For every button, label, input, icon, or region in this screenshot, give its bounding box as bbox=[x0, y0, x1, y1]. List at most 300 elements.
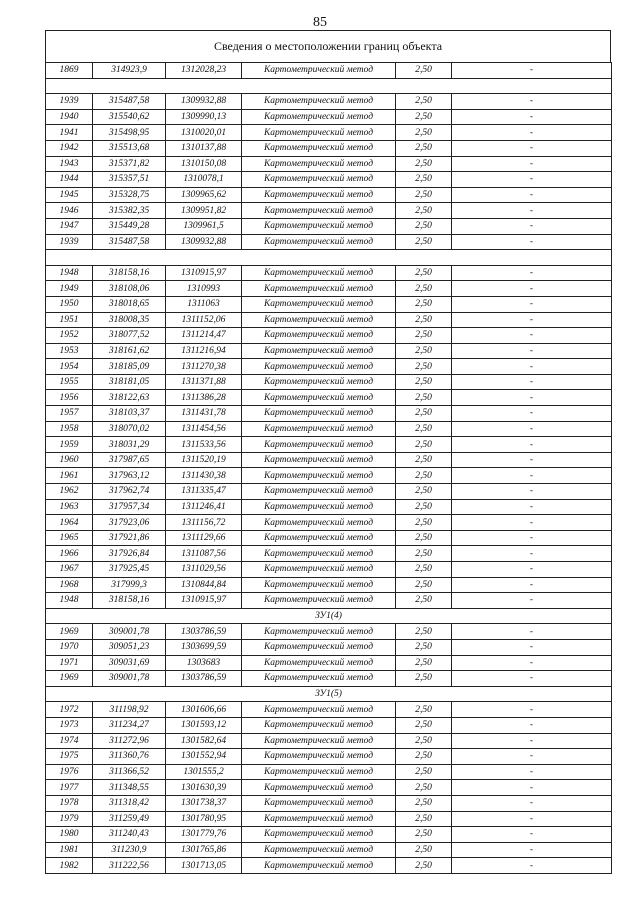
point-number-cell: 1974 bbox=[46, 733, 93, 749]
table-row bbox=[46, 639, 612, 655]
accuracy-cell: 2,50 bbox=[396, 203, 452, 219]
description-cell: - bbox=[452, 109, 612, 125]
method-cell: Картометрический метод bbox=[242, 717, 396, 733]
table-row bbox=[46, 546, 612, 562]
accuracy-cell: 2,50 bbox=[396, 858, 452, 874]
description-cell: - bbox=[452, 234, 612, 250]
y-coordinate-cell: 1301713,05 bbox=[166, 858, 242, 874]
x-coordinate-cell: 311348,55 bbox=[93, 780, 166, 796]
table-body bbox=[46, 63, 612, 874]
point-number-cell: 1944 bbox=[46, 172, 93, 188]
x-coordinate-cell: 311234,27 bbox=[93, 717, 166, 733]
method-cell: Картометрический метод bbox=[242, 63, 396, 79]
description-cell: - bbox=[452, 827, 612, 843]
description-cell: - bbox=[452, 733, 612, 749]
x-coordinate-cell: 317999,3 bbox=[93, 577, 166, 593]
x-coordinate-cell: 317921,86 bbox=[93, 530, 166, 546]
table-row bbox=[46, 717, 612, 733]
point-number-cell: 1977 bbox=[46, 780, 93, 796]
method-cell: Картометрический метод bbox=[242, 468, 396, 484]
y-coordinate-cell: 1311533,56 bbox=[166, 437, 242, 453]
point-number-cell: 1956 bbox=[46, 390, 93, 406]
accuracy-cell: 2,50 bbox=[396, 811, 452, 827]
table-row bbox=[46, 842, 612, 858]
x-coordinate-cell: 315513,68 bbox=[93, 140, 166, 156]
method-cell: Картометрический метод bbox=[242, 140, 396, 156]
accuracy-cell: 2,50 bbox=[396, 374, 452, 390]
y-coordinate-cell: 1301555,2 bbox=[166, 764, 242, 780]
description-cell: - bbox=[452, 390, 612, 406]
description-cell: - bbox=[452, 780, 612, 796]
method-cell: Картометрический метод bbox=[242, 530, 396, 546]
x-coordinate-cell: 318108,06 bbox=[93, 281, 166, 297]
accuracy-cell: 2,50 bbox=[396, 218, 452, 234]
y-coordinate-cell: 1303786,59 bbox=[166, 671, 242, 687]
table-row bbox=[46, 140, 612, 156]
description-cell: - bbox=[452, 63, 612, 79]
point-number-cell: 1964 bbox=[46, 515, 93, 531]
method-cell: Картометрический метод bbox=[242, 374, 396, 390]
table-row bbox=[46, 671, 612, 687]
accuracy-cell: 2,50 bbox=[396, 343, 452, 359]
method-cell: Картометрический метод bbox=[242, 359, 396, 375]
method-cell: Картометрический метод bbox=[242, 515, 396, 531]
x-coordinate-cell: 318031,29 bbox=[93, 437, 166, 453]
table-row bbox=[46, 858, 612, 874]
point-number-cell: 1869 bbox=[46, 63, 93, 79]
point-number-cell: 1968 bbox=[46, 577, 93, 593]
description-cell: - bbox=[452, 546, 612, 562]
x-coordinate-cell: 311272,96 bbox=[93, 733, 166, 749]
y-coordinate-cell: 1311454,56 bbox=[166, 421, 242, 437]
x-coordinate-cell: 318008,35 bbox=[93, 312, 166, 328]
section-label: ЗУ1(5) bbox=[46, 686, 612, 702]
method-cell: Картометрический метод bbox=[242, 733, 396, 749]
accuracy-cell: 2,50 bbox=[396, 406, 452, 422]
method-cell: Картометрический метод bbox=[242, 593, 396, 609]
x-coordinate-cell: 318103,37 bbox=[93, 406, 166, 422]
accuracy-cell: 2,50 bbox=[396, 296, 452, 312]
method-cell: Картометрический метод bbox=[242, 281, 396, 297]
y-coordinate-cell: 1310915,97 bbox=[166, 265, 242, 281]
table-row bbox=[46, 203, 612, 219]
y-coordinate-cell: 1310020,01 bbox=[166, 125, 242, 141]
y-coordinate-cell: 1311430,38 bbox=[166, 468, 242, 484]
x-coordinate-cell: 318122,63 bbox=[93, 390, 166, 406]
point-number-cell: 1981 bbox=[46, 842, 93, 858]
accuracy-cell: 2,50 bbox=[396, 452, 452, 468]
point-number-cell: 1960 bbox=[46, 452, 93, 468]
y-coordinate-cell: 1301738,37 bbox=[166, 795, 242, 811]
y-coordinate-cell: 1311063 bbox=[166, 296, 242, 312]
x-coordinate-cell: 311222,56 bbox=[93, 858, 166, 874]
point-number-cell: 1950 bbox=[46, 296, 93, 312]
x-coordinate-cell: 318158,16 bbox=[93, 265, 166, 281]
table-row bbox=[46, 655, 612, 671]
method-cell: Картометрический метод bbox=[242, 827, 396, 843]
x-coordinate-cell: 311240,43 bbox=[93, 827, 166, 843]
description-cell: - bbox=[452, 577, 612, 593]
accuracy-cell: 2,50 bbox=[396, 577, 452, 593]
table-row bbox=[46, 702, 612, 718]
accuracy-cell: 2,50 bbox=[396, 780, 452, 796]
y-coordinate-cell: 1301780,95 bbox=[166, 811, 242, 827]
description-cell: - bbox=[452, 639, 612, 655]
y-coordinate-cell: 1310993 bbox=[166, 281, 242, 297]
description-cell: - bbox=[452, 593, 612, 609]
point-number-cell: 1971 bbox=[46, 655, 93, 671]
description-cell: - bbox=[452, 187, 612, 203]
table-row bbox=[46, 172, 612, 188]
section-header-row bbox=[46, 608, 612, 624]
x-coordinate-cell: 311360,76 bbox=[93, 749, 166, 765]
x-coordinate-cell: 311259,49 bbox=[93, 811, 166, 827]
table-row bbox=[46, 218, 612, 234]
method-cell: Картометрический метод bbox=[242, 842, 396, 858]
description-cell: - bbox=[452, 749, 612, 765]
y-coordinate-cell: 1311431,78 bbox=[166, 406, 242, 422]
y-coordinate-cell: 1311335,47 bbox=[166, 484, 242, 500]
accuracy-cell: 2,50 bbox=[396, 795, 452, 811]
method-cell: Картометрический метод bbox=[242, 811, 396, 827]
point-number-cell: 1973 bbox=[46, 717, 93, 733]
method-cell: Картометрический метод bbox=[242, 562, 396, 578]
x-coordinate-cell: 318158,16 bbox=[93, 593, 166, 609]
table-row bbox=[46, 484, 612, 500]
method-cell: Картометрический метод bbox=[242, 795, 396, 811]
method-cell: Картометрический метод bbox=[242, 390, 396, 406]
x-coordinate-cell: 309001,78 bbox=[93, 671, 166, 687]
description-cell: - bbox=[452, 156, 612, 172]
accuracy-cell: 2,50 bbox=[396, 546, 452, 562]
point-number-cell: 1970 bbox=[46, 639, 93, 655]
accuracy-cell: 2,50 bbox=[396, 94, 452, 110]
method-cell: Картометрический метод bbox=[242, 203, 396, 219]
boundary-coordinates-table bbox=[45, 62, 612, 874]
boundary-table-sheet bbox=[45, 30, 611, 874]
page-number: 85 bbox=[313, 15, 327, 30]
table-row bbox=[46, 593, 612, 609]
method-cell: Картометрический метод bbox=[242, 265, 396, 281]
description-cell: - bbox=[452, 140, 612, 156]
separator-row bbox=[46, 78, 612, 94]
accuracy-cell: 2,50 bbox=[396, 827, 452, 843]
table-row bbox=[46, 109, 612, 125]
description-cell: - bbox=[452, 530, 612, 546]
separator-cell bbox=[46, 78, 612, 94]
x-coordinate-cell: 315328,75 bbox=[93, 187, 166, 203]
accuracy-cell: 2,50 bbox=[396, 437, 452, 453]
method-cell: Картометрический метод bbox=[242, 421, 396, 437]
method-cell: Картометрический метод bbox=[242, 499, 396, 515]
method-cell: Картометрический метод bbox=[242, 187, 396, 203]
description-cell: - bbox=[452, 499, 612, 515]
description-cell: - bbox=[452, 421, 612, 437]
description-cell: - bbox=[452, 296, 612, 312]
description-cell: - bbox=[452, 717, 612, 733]
point-number-cell: 1969 bbox=[46, 671, 93, 687]
x-coordinate-cell: 315498,95 bbox=[93, 125, 166, 141]
x-coordinate-cell: 318161,62 bbox=[93, 343, 166, 359]
method-cell: Картометрический метод bbox=[242, 452, 396, 468]
point-number-cell: 1965 bbox=[46, 530, 93, 546]
y-coordinate-cell: 1301593,12 bbox=[166, 717, 242, 733]
accuracy-cell: 2,50 bbox=[396, 234, 452, 250]
x-coordinate-cell: 311318,42 bbox=[93, 795, 166, 811]
description-cell: - bbox=[452, 795, 612, 811]
x-coordinate-cell: 315540,62 bbox=[93, 109, 166, 125]
y-coordinate-cell: 1311270,38 bbox=[166, 359, 242, 375]
accuracy-cell: 2,50 bbox=[396, 390, 452, 406]
method-cell: Картометрический метод bbox=[242, 312, 396, 328]
description-cell: - bbox=[452, 702, 612, 718]
method-cell: Картометрический метод bbox=[242, 328, 396, 344]
x-coordinate-cell: 318185,09 bbox=[93, 359, 166, 375]
y-coordinate-cell: 1301779,76 bbox=[166, 827, 242, 843]
table-row bbox=[46, 452, 612, 468]
accuracy-cell: 2,50 bbox=[396, 733, 452, 749]
x-coordinate-cell: 314923,9 bbox=[93, 63, 166, 79]
method-cell: Картометрический метод bbox=[242, 406, 396, 422]
accuracy-cell: 2,50 bbox=[396, 530, 452, 546]
point-number-cell: 1939 bbox=[46, 234, 93, 250]
x-coordinate-cell: 315357,51 bbox=[93, 172, 166, 188]
x-coordinate-cell: 311198,92 bbox=[93, 702, 166, 718]
y-coordinate-cell: 1310137,88 bbox=[166, 140, 242, 156]
accuracy-cell: 2,50 bbox=[396, 702, 452, 718]
x-coordinate-cell: 311230,9 bbox=[93, 842, 166, 858]
accuracy-cell: 2,50 bbox=[396, 63, 452, 79]
table-row bbox=[46, 499, 612, 515]
accuracy-cell: 2,50 bbox=[396, 671, 452, 687]
accuracy-cell: 2,50 bbox=[396, 515, 452, 531]
description-cell: - bbox=[452, 452, 612, 468]
accuracy-cell: 2,50 bbox=[396, 624, 452, 640]
table-row bbox=[46, 296, 612, 312]
method-cell: Картометрический метод bbox=[242, 639, 396, 655]
x-coordinate-cell: 317963,12 bbox=[93, 468, 166, 484]
method-cell: Картометрический метод bbox=[242, 94, 396, 110]
x-coordinate-cell: 309031,69 bbox=[93, 655, 166, 671]
method-cell: Картометрический метод bbox=[242, 655, 396, 671]
method-cell: Картометрический метод bbox=[242, 109, 396, 125]
y-coordinate-cell: 1311371,88 bbox=[166, 374, 242, 390]
point-number-cell: 1982 bbox=[46, 858, 93, 874]
description-cell: - bbox=[452, 125, 612, 141]
table-row bbox=[46, 125, 612, 141]
y-coordinate-cell: 1301606,66 bbox=[166, 702, 242, 718]
y-coordinate-cell: 1303683 bbox=[166, 655, 242, 671]
y-coordinate-cell: 1310915,97 bbox=[166, 593, 242, 609]
accuracy-cell: 2,50 bbox=[396, 328, 452, 344]
table-row bbox=[46, 577, 612, 593]
accuracy-cell: 2,50 bbox=[396, 125, 452, 141]
point-number-cell: 1946 bbox=[46, 203, 93, 219]
x-coordinate-cell: 317987,65 bbox=[93, 452, 166, 468]
y-coordinate-cell: 1311246,41 bbox=[166, 499, 242, 515]
table-row bbox=[46, 827, 612, 843]
x-coordinate-cell: 315382,35 bbox=[93, 203, 166, 219]
y-coordinate-cell: 1310844,84 bbox=[166, 577, 242, 593]
y-coordinate-cell: 1309932,88 bbox=[166, 94, 242, 110]
accuracy-cell: 2,50 bbox=[396, 172, 452, 188]
y-coordinate-cell: 1309961,5 bbox=[166, 218, 242, 234]
description-cell: - bbox=[452, 359, 612, 375]
section-label: ЗУ1(4) bbox=[46, 608, 612, 624]
table-row bbox=[46, 374, 612, 390]
x-coordinate-cell: 318077,52 bbox=[93, 328, 166, 344]
point-number-cell: 1953 bbox=[46, 343, 93, 359]
separator-row bbox=[46, 250, 612, 266]
point-number-cell: 1967 bbox=[46, 562, 93, 578]
accuracy-cell: 2,50 bbox=[396, 468, 452, 484]
method-cell: Картометрический метод bbox=[242, 780, 396, 796]
y-coordinate-cell: 1311087,56 bbox=[166, 546, 242, 562]
description-cell: - bbox=[452, 281, 612, 297]
table-row bbox=[46, 406, 612, 422]
table-row bbox=[46, 811, 612, 827]
x-coordinate-cell: 311366,52 bbox=[93, 764, 166, 780]
point-number-cell: 1969 bbox=[46, 624, 93, 640]
description-cell: - bbox=[452, 203, 612, 219]
method-cell: Картометрический метод bbox=[242, 577, 396, 593]
table-row bbox=[46, 421, 612, 437]
table-row bbox=[46, 795, 612, 811]
accuracy-cell: 2,50 bbox=[396, 484, 452, 500]
y-coordinate-cell: 1311156,72 bbox=[166, 515, 242, 531]
point-number-cell: 1942 bbox=[46, 140, 93, 156]
table-row bbox=[46, 390, 612, 406]
description-cell: - bbox=[452, 265, 612, 281]
table-row bbox=[46, 562, 612, 578]
point-number-cell: 1947 bbox=[46, 218, 93, 234]
description-cell: - bbox=[452, 406, 612, 422]
description-cell: - bbox=[452, 655, 612, 671]
x-coordinate-cell: 317926,84 bbox=[93, 546, 166, 562]
description-cell: - bbox=[452, 562, 612, 578]
point-number-cell: 1975 bbox=[46, 749, 93, 765]
point-number-cell: 1948 bbox=[46, 593, 93, 609]
y-coordinate-cell: 1311129,66 bbox=[166, 530, 242, 546]
table-row bbox=[46, 156, 612, 172]
method-cell: Картометрический метод bbox=[242, 156, 396, 172]
table-row bbox=[46, 328, 612, 344]
y-coordinate-cell: 1310150,08 bbox=[166, 156, 242, 172]
description-cell: - bbox=[452, 468, 612, 484]
accuracy-cell: 2,50 bbox=[396, 109, 452, 125]
table-row bbox=[46, 265, 612, 281]
y-coordinate-cell: 1301765,86 bbox=[166, 842, 242, 858]
x-coordinate-cell: 317962,74 bbox=[93, 484, 166, 500]
point-number-cell: 1959 bbox=[46, 437, 93, 453]
y-coordinate-cell: 1303786,59 bbox=[166, 624, 242, 640]
description-cell: - bbox=[452, 343, 612, 359]
table-row bbox=[46, 187, 612, 203]
point-number-cell: 1941 bbox=[46, 125, 93, 141]
table-row bbox=[46, 733, 612, 749]
method-cell: Картометрический метод bbox=[242, 484, 396, 500]
x-coordinate-cell: 315487,58 bbox=[93, 94, 166, 110]
accuracy-cell: 2,50 bbox=[396, 717, 452, 733]
y-coordinate-cell: 1309990,13 bbox=[166, 109, 242, 125]
y-coordinate-cell: 1311029,56 bbox=[166, 562, 242, 578]
description-cell: - bbox=[452, 811, 612, 827]
method-cell: Картометрический метод bbox=[242, 218, 396, 234]
point-number-cell: 1976 bbox=[46, 764, 93, 780]
x-coordinate-cell: 318070,02 bbox=[93, 421, 166, 437]
table-row bbox=[46, 749, 612, 765]
accuracy-cell: 2,50 bbox=[396, 312, 452, 328]
description-cell: - bbox=[452, 484, 612, 500]
method-cell: Картометрический метод bbox=[242, 749, 396, 765]
description-cell: - bbox=[452, 671, 612, 687]
point-number-cell: 1972 bbox=[46, 702, 93, 718]
point-number-cell: 1948 bbox=[46, 265, 93, 281]
accuracy-cell: 2,50 bbox=[396, 140, 452, 156]
y-coordinate-cell: 1309965,62 bbox=[166, 187, 242, 203]
table-row bbox=[46, 234, 612, 250]
accuracy-cell: 2,50 bbox=[396, 265, 452, 281]
description-cell: - bbox=[452, 312, 612, 328]
table-row bbox=[46, 780, 612, 796]
accuracy-cell: 2,50 bbox=[396, 842, 452, 858]
separator-cell bbox=[46, 250, 612, 266]
description-cell: - bbox=[452, 437, 612, 453]
point-number-cell: 1945 bbox=[46, 187, 93, 203]
point-number-cell: 1979 bbox=[46, 811, 93, 827]
description-cell: - bbox=[452, 764, 612, 780]
method-cell: Картометрический метод bbox=[242, 296, 396, 312]
section-header-row bbox=[46, 686, 612, 702]
point-number-cell: 1963 bbox=[46, 499, 93, 515]
x-coordinate-cell: 318018,65 bbox=[93, 296, 166, 312]
y-coordinate-cell: 1309951,82 bbox=[166, 203, 242, 219]
method-cell: Картометрический метод bbox=[242, 172, 396, 188]
table-row bbox=[46, 515, 612, 531]
table-row bbox=[46, 468, 612, 484]
point-number-cell: 1955 bbox=[46, 374, 93, 390]
method-cell: Картометрический метод bbox=[242, 671, 396, 687]
method-cell: Картометрический метод bbox=[242, 546, 396, 562]
point-number-cell: 1980 bbox=[46, 827, 93, 843]
table-row bbox=[46, 437, 612, 453]
y-coordinate-cell: 1310078,1 bbox=[166, 172, 242, 188]
description-cell: - bbox=[452, 374, 612, 390]
y-coordinate-cell: 1311152,06 bbox=[166, 312, 242, 328]
x-coordinate-cell: 315449,28 bbox=[93, 218, 166, 234]
x-coordinate-cell: 317925,45 bbox=[93, 562, 166, 578]
point-number-cell: 1962 bbox=[46, 484, 93, 500]
x-coordinate-cell: 317923,06 bbox=[93, 515, 166, 531]
accuracy-cell: 2,50 bbox=[396, 593, 452, 609]
method-cell: Картометрический метод bbox=[242, 125, 396, 141]
description-cell: - bbox=[452, 172, 612, 188]
table-row bbox=[46, 94, 612, 110]
method-cell: Картометрический метод bbox=[242, 234, 396, 250]
point-number-cell: 1939 bbox=[46, 94, 93, 110]
accuracy-cell: 2,50 bbox=[396, 187, 452, 203]
method-cell: Картометрический метод bbox=[242, 624, 396, 640]
table-title: Сведения о местоположении границ объекта bbox=[45, 30, 611, 62]
point-number-cell: 1954 bbox=[46, 359, 93, 375]
y-coordinate-cell: 1311386,28 bbox=[166, 390, 242, 406]
accuracy-cell: 2,50 bbox=[396, 562, 452, 578]
description-cell: - bbox=[452, 328, 612, 344]
method-cell: Картометрический метод bbox=[242, 764, 396, 780]
table-row bbox=[46, 764, 612, 780]
table-row bbox=[46, 343, 612, 359]
point-number-cell: 1958 bbox=[46, 421, 93, 437]
